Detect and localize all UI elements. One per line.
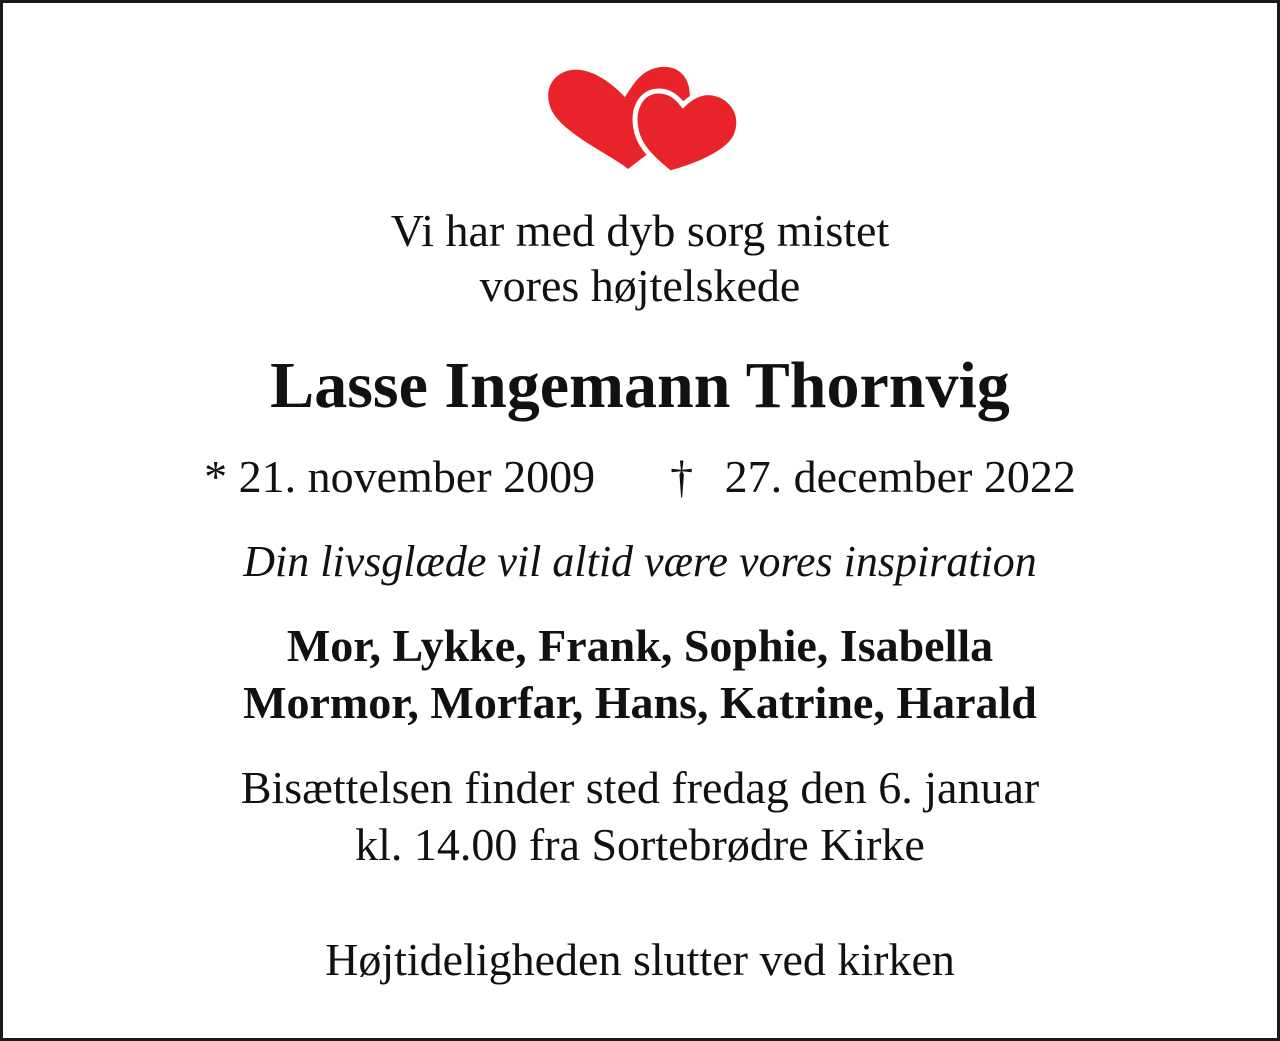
funeral-line-1: Bisættelsen finder sted fredag den 6. januar bbox=[240, 762, 1040, 813]
memorial-motto: Din livsglæde vil altid være vores inspiration bbox=[243, 537, 1037, 586]
birth-symbol: * bbox=[204, 451, 228, 502]
intro-line-2: vores højtelskede bbox=[479, 260, 801, 311]
intro-line-1: Vi har med dyb sorg mistet bbox=[390, 205, 890, 256]
funeral-line-2: kl. 14.00 fra Sortebrødre Kirke bbox=[355, 819, 925, 870]
closing-note: Højtideligheden slutter ved kirken bbox=[325, 934, 955, 985]
right-heart-shape bbox=[635, 91, 739, 173]
family-names bbox=[3, 617, 1277, 731]
family-line-2: Mormor, Morfar, Hans, Katrine, Harald bbox=[243, 677, 1037, 728]
death-date: 27. december 2022 bbox=[724, 451, 1076, 502]
funeral-details bbox=[3, 759, 1277, 873]
two-hearts-icon bbox=[543, 63, 753, 178]
life-dates bbox=[3, 447, 1277, 507]
deceased-name: Lasse Ingemann Thornvig bbox=[270, 349, 1010, 422]
intro-text bbox=[3, 203, 1277, 313]
family-line-1: Mor, Lykke, Frank, Sophie, Isabella bbox=[286, 620, 994, 671]
death-symbol: † bbox=[670, 451, 694, 502]
birth-date: 21. november 2009 bbox=[238, 451, 596, 502]
